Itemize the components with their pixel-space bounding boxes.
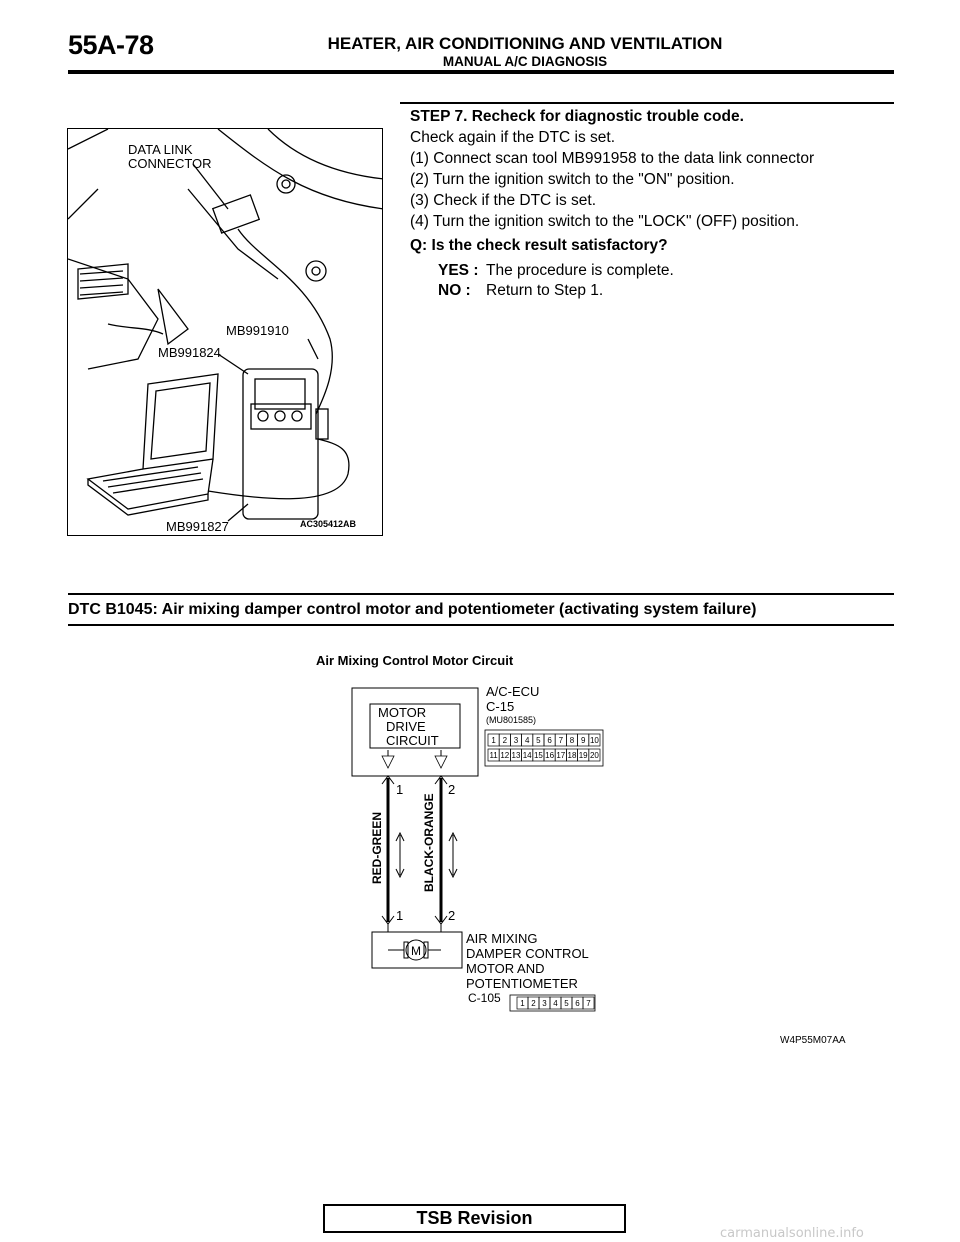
pin-bottom-1: 1 — [396, 908, 404, 923]
ecu-pin-12: 12 — [500, 751, 510, 760]
dtc-rule-top — [68, 593, 894, 595]
pin-top-1: 1 — [396, 782, 404, 797]
ecu-pin-8: 8 — [569, 736, 575, 745]
step-question: Q: Is the check result satisfactory? — [410, 237, 668, 254]
motor-connector-code: C-105 — [468, 991, 501, 1005]
dtc-heading: DTC B1045: Air mixing damper control motor and potentiometer (activating system failure) — [68, 601, 757, 618]
dlc-label: DATA LINK — [128, 142, 193, 157]
ecu-pin-3: 3 — [513, 736, 519, 745]
ecu-pin-18: 18 — [567, 751, 577, 760]
ecu-name: A/C-ECU — [486, 684, 540, 699]
motor-pin-7: 7 — [586, 999, 591, 1008]
ecu-pin-4: 4 — [524, 736, 530, 745]
step-item-4: (4) Turn the ignition switch to the "LOCK" (OFF) position. — [410, 213, 800, 230]
drive-circuit-label-3: CIRCUIT — [386, 733, 439, 748]
motor-pin-6: 6 — [575, 999, 580, 1008]
no-label: NO : — [438, 282, 471, 299]
ecu-pin-17: 17 — [556, 751, 566, 760]
motor-label-2: DAMPER CONTROL — [466, 946, 589, 961]
pin-top-2: 2 — [448, 782, 456, 797]
motor-pin-1: 1 — [520, 999, 525, 1008]
ecu-pin-14: 14 — [522, 751, 532, 760]
ecu-pin-19: 19 — [578, 751, 588, 760]
yes-label: YES : — [438, 262, 479, 279]
vci-label: MB991824 — [158, 345, 221, 360]
page-number: 55A-78 — [68, 30, 154, 60]
step-rule — [400, 102, 894, 104]
ecu-pin-13: 13 — [511, 751, 521, 760]
ecu-connector-pins — [488, 734, 600, 761]
wire-black-orange: BLACK-ORANGE — [422, 793, 436, 892]
ecu-pin-11: 11 — [489, 751, 498, 760]
ecu-pin-10: 10 — [589, 736, 599, 745]
ecu-connector-code: C-15 — [486, 699, 515, 714]
answer-yes — [438, 262, 674, 280]
motor-pin-4: 4 — [553, 999, 558, 1008]
dlc-label-2: CONNECTOR — [128, 156, 212, 171]
diagram-code: W4P55M07AA — [780, 1035, 846, 1046]
step-intro: Check again if the DTC is set. — [410, 129, 616, 146]
pin-bottom-2: 2 — [448, 908, 456, 923]
circuit-diagram — [340, 670, 860, 1050]
cable-label: MB991910 — [226, 323, 289, 338]
ecu-pin-6: 6 — [547, 736, 552, 745]
ecu-pin-20: 20 — [589, 751, 599, 760]
figure-code: AC305412AB — [300, 519, 357, 529]
answer-no — [438, 282, 603, 300]
step-title: STEP 7. Recheck for diagnostic trouble code. — [410, 108, 744, 125]
motor-connector-pins — [517, 997, 594, 1009]
ecu-pin-15: 15 — [533, 751, 543, 760]
ecu-pin-1: 1 — [491, 736, 496, 745]
header-rule — [68, 70, 894, 74]
section-subtitle: MANUAL A/C DIAGNOSIS — [442, 54, 608, 69]
dtc-rule-bottom — [68, 624, 894, 626]
ecu-pin-5: 5 — [536, 736, 541, 745]
scan-tool-figure — [67, 128, 383, 536]
no-text: Return to Step 1. — [486, 282, 604, 299]
pc-label: MB991827 — [166, 519, 229, 534]
motor-label-4: POTENTIOMETER — [466, 976, 578, 991]
motor-label-1: AIR MIXING — [466, 931, 538, 946]
motor-symbol: M — [411, 944, 421, 958]
step-item-1: (1) Connect scan tool MB991958 to the data link connector — [410, 150, 815, 167]
ecu-pin-7: 7 — [558, 736, 564, 745]
ecu-pin-9: 9 — [580, 736, 586, 745]
motor-label-3: MOTOR AND — [466, 961, 545, 976]
step-item-2: (2) Turn the ignition switch to the "ON" position. — [410, 171, 735, 188]
circuit-title: Air Mixing Control Motor Circuit — [316, 653, 514, 668]
tsb-revision-box: TSB Revision — [323, 1204, 626, 1233]
motor-pin-5: 5 — [564, 999, 569, 1008]
section-title: HEATER, AIR CONDITIONING AND VENTILATION — [327, 34, 723, 53]
drive-circuit-label-2: DRIVE — [386, 719, 426, 734]
circuit-svg — [340, 670, 860, 1050]
drive-circuit-label-1: MOTOR — [378, 705, 427, 720]
ecu-part-number: (MU801585) — [486, 715, 537, 725]
ecu-pin-16: 16 — [545, 751, 555, 760]
motor-pin-2: 2 — [531, 999, 536, 1008]
step-item-3: (3) Check if the DTC is set. — [410, 192, 597, 209]
ecu-pin-2: 2 — [502, 736, 508, 745]
motor-pin-3: 3 — [542, 999, 547, 1008]
wire-red-green: RED-GREEN — [370, 811, 384, 884]
watermark: carmanualsonline.info — [720, 1226, 864, 1241]
scan-tool-illustration — [68, 129, 383, 536]
yes-text: The procedure is complete. — [486, 262, 674, 279]
